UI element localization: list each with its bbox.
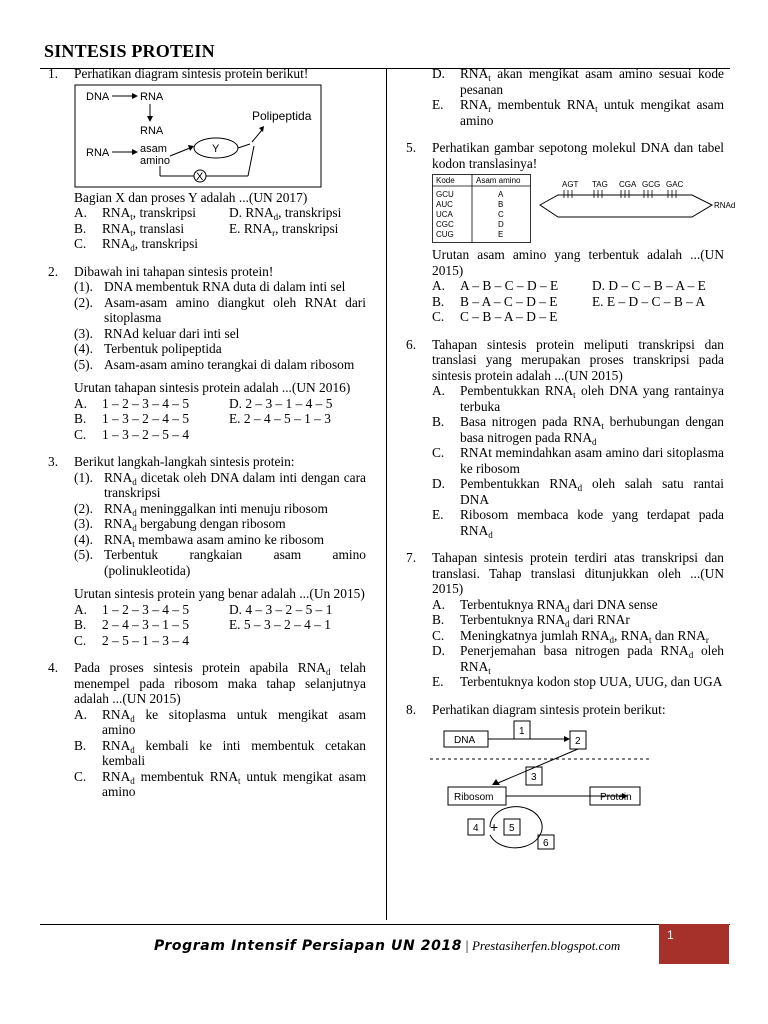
question-prompt: Urutan sintesis protein yang benar adalah ...(Un 2015) [74,586,365,601]
table-cell: AUC [436,200,453,209]
question-text: Perhatikan gambar sepotong molekul DNA dan tabel kodon translasinya! [432,140,724,171]
question-prompt: Urutan tahapan sintesis protein adalah ...(UN 2016) [74,380,351,395]
question-4-continued [402,66,724,128]
diagram1-dna: DNA [86,90,110,103]
table-cell: B [498,200,504,209]
step-item: (4). Terbentuk polipeptida [74,341,222,356]
page-number-badge [659,924,729,964]
question-8 [402,702,724,850]
question-number: 1. [48,66,59,81]
table-cell: CUG [436,230,454,239]
question-6 [402,337,724,539]
question-number: 6. [406,336,417,352]
question-number: 4. [48,660,59,675]
question-number: 2. [48,263,59,279]
question-number: 8. [406,701,417,717]
question-1 [44,66,366,252]
question-4 [44,660,366,800]
option-b: B. Terbentuknya $RNA_d$ dari RNAr [432,612,630,629]
table-cell: D [498,220,504,229]
table-cell: CGC [436,220,454,229]
question-text: Berikut langkah-langkah sintesis protein: [74,454,295,469]
step-item: (2). $RNA_d$ meninggalkan inti menuju ribosom [74,500,328,518]
option-row: C. 1 – 3 – 2 – 5 – 4 [74,426,190,442]
option-c: C. Meningkatnya jumlah $RNA_d$, $RNA_t$ dan $RNA_r$ [432,627,709,645]
diagram8-dna: DNA [454,735,476,746]
step-item: (1). DNA membentuk RNA duta di dalam inti sel [74,279,346,294]
diagram1-y: Y [212,142,220,155]
step-item: (5). Asam-asam amino terangkai di dalam ribosom [74,356,355,372]
step-item: (3). RNAd keluar dari inti sel [74,325,240,341]
right-column [402,66,736,851]
diagram1-x: X [196,170,204,183]
option-a: A. Pembentukkan $RNA_t$ oleh DNA yang rantainya terbuka [432,383,724,414]
codon-label: CGA [619,180,637,189]
diagram8-n6: 6 [543,838,549,849]
question-text: Perhatikan diagram sintesis protein berikut: [432,701,666,717]
question-text: Tahapan sintesis protein terdiri atas transkripsi dan translasi. Tahap translasi ditunjukkan oleh ...(UN 2015) [432,550,724,596]
option-row: A. A – B – C – D – E D. D – C – B – A – E [432,278,706,293]
option-d: D. Pembentukkan $RNA_d$ oleh salah satu rantai DNA [432,476,724,507]
question-3 [44,454,366,648]
footer-program: Program Intensif Persiapan UN 2018 [154,938,463,954]
question-text: Tahapan sintesis protein meliputi transkripsi dan translasi yang merupakan proses transkripsi pada sintesis protein adalah ...(UN 2015) [432,336,724,383]
option-a: A. Terbentuknya $RNA_d$ dari DNA sense [432,596,658,614]
option-row: A. 1 – 2 – 3 – 4 – 5 D. 4 – 3 – 2 – 5 – 1 [74,601,333,617]
diagram8-n3: 3 [531,772,537,783]
option-row: B. B – A – C – D – E E. E – D – C – B – A [432,293,706,309]
option-row: A. $RNA_t$, transkripsi D. $RNA_d$, transkripsi [74,205,342,222]
option-e: E. $RNA_r$ membentuk $RNA_t$ untuk mengikat asam amino [432,97,725,128]
diagram8-ribosom: Ribosom [454,792,494,803]
option-row: B. $RNA_t$, translasi E. $RNA_r$, transkripsi [74,220,339,238]
diagram1-polipeptida: Polipeptida [252,108,312,123]
option-row: C. 2 – 5 – 1 – 3 – 4 [74,632,190,648]
diagram8-protein: Protein [600,792,632,803]
option-e: E. Ribosom membaca kode yang terdapat pada $RNA_d$ [432,507,724,540]
table-header-amino: Asam amino [476,176,521,185]
codon-label: GAC [666,180,684,189]
table-cell: E [498,230,504,239]
step-item: (3). $RNA_d$ bergabung dengan ribosom [74,516,286,533]
footer: Program Intensif Persiapan UN 2018 | Prestasiherfen.blogspot.com [154,938,621,954]
dna-codon-figure [432,173,736,245]
question-number: 3. [48,454,59,469]
question-2 [44,264,366,443]
step-item: (4). $RNA_t$ membawa asam amino ke ribosom [74,531,325,549]
step-item: (5). Terbentuk rangkaian asam amino (polinukleotida) [74,547,366,578]
footer-blog-link[interactable]: Prestasiherfen.blogspot.com [471,938,621,953]
diagram8-n1: 1 [519,726,525,737]
option-e: E. Terbentuknya kodon stop UUA, UUG, dan UGA [432,674,723,689]
codon-label: GCG [642,180,661,189]
table-cell: GCU [436,190,454,199]
column-divider [386,68,387,920]
option-row: C. C – B – A – D – E [432,309,558,324]
option-row: B. 1 – 3 – 2 – 4 – 5 E. 2 – 4 – 5 – 1 – 3 [74,411,331,426]
page-number: 1 [667,928,674,942]
footer-rule [40,924,730,925]
question-text: Pada proses sintesis protein apabila $RNA_d$ telah menempel pada ribosom maka tahap selanjutnya adalah ...(UN 2015) [74,660,366,706]
option-c: C. RNAt memindahkan asam amino dari sitoplasma ke ribosom [432,445,724,476]
table-header-code: Kode [436,176,455,185]
diagram8-n4: 4 [473,823,479,834]
question-number: 5. [406,140,417,155]
option-d: D. $RNA_t$ akan mengikat asam amino sesuai kode pesanan [432,66,724,97]
diagram1-rna-top: RNA [140,90,164,103]
diagram1-rna-mid: RNA [140,124,164,137]
codon-label: AGT [562,180,579,189]
step-item: (2). Asam-asam amino diangkut oleh RNAt dari sitoplasma [74,294,366,325]
diagram1-amino: amino [140,154,170,167]
protein-synthesis-diagram-8 [430,719,650,849]
question-5 [402,140,736,325]
option-a: A. $RNA_d$ ke sitoplasma untuk mengikat asam amino [74,706,366,737]
table-cell: A [498,190,504,199]
option-b: B. $RNA_d$ kembali ke inti membentuk cetakan kembali [74,737,366,768]
question-prompt: Bagian X dan proses Y adalah ...(UN 2017) [74,189,308,205]
question-text: Perhatikan diagram sintesis protein berikut! [74,66,309,81]
codon-label: TAG [592,180,608,189]
option-row: B. 2 – 4 – 3 – 1 – 5 E. 5 – 3 – 2 – 4 – 1 [74,617,331,632]
diagram1-rna-left: RNA [86,146,110,159]
question-7 [402,550,724,690]
question-text: Dibawah ini tahapan sintesis protein! [74,263,274,279]
question-prompt: Urutan asam amino yang terbentuk adalah ...(UN 2015) [432,247,724,278]
diagram8-n2: 2 [575,736,581,747]
option-row: C. $RNA_d$, transkripsi [74,236,199,253]
diagram1-asam: asam [140,142,167,155]
table-cell: C [498,210,504,219]
table-cell: UCA [436,210,453,219]
protein-synthesis-diagram-1 [74,84,322,188]
step-item: (1). $RNA_d$ dicetak oleh DNA dalam inti dengan cara transkripsi [74,469,366,500]
diagram8-n5: 5 [509,823,515,834]
option-row: A. 1 – 2 – 3 – 4 – 5 D. 2 – 3 – 1 – 4 – 5 [74,395,333,411]
diagram8-plus: + [490,819,499,835]
option-b: B. Basa nitrogen pada $RNA_t$ berhubungan dengan basa nitrogen pada $RNA_d$ [432,414,724,447]
option-d: D. Penerjemahan basa nitrogen pada $RNA_d$ oleh $RNA_t$ [432,643,724,676]
option-c: C. $RNA_d$ membentuk $RNA_t$ untuk mengikat asam amino [74,768,367,799]
question-number: 7. [406,550,417,565]
page-title: SINTESIS PROTEIN [44,41,215,61]
rnad-label: RNAd [714,201,736,210]
left-column [44,66,366,800]
